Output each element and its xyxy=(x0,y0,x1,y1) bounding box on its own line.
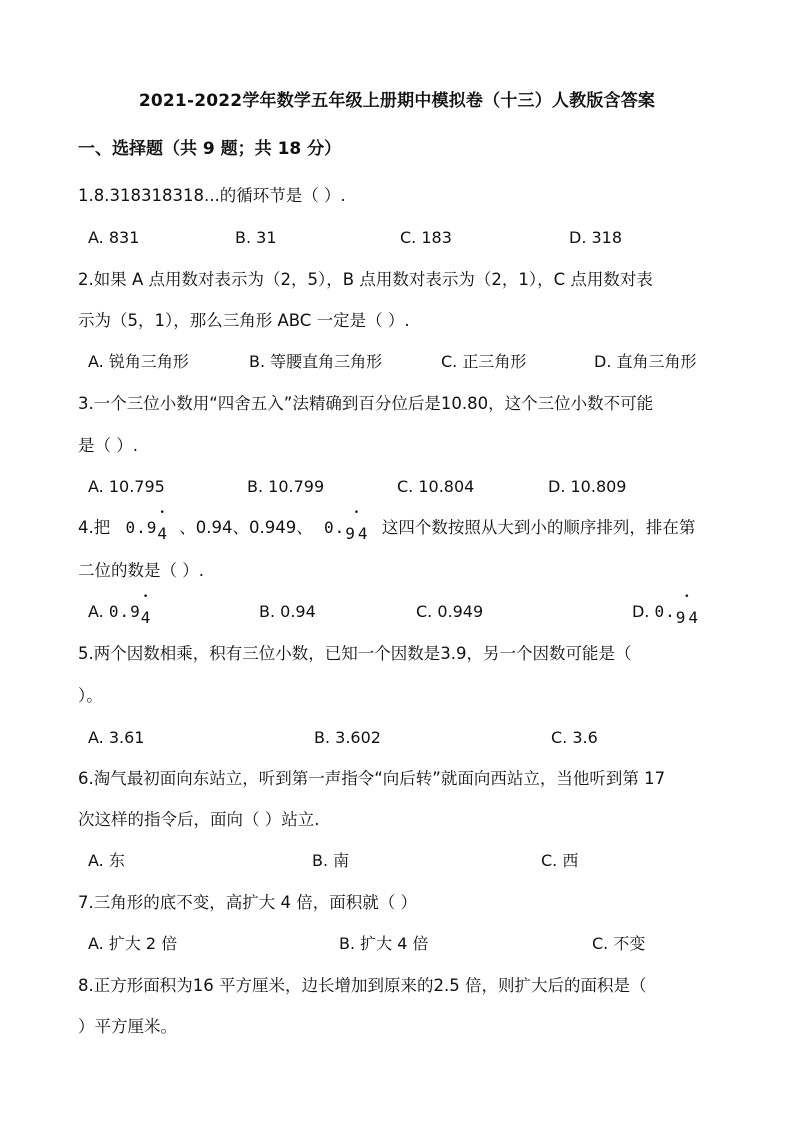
q4-repeat-b-dotted: • 94 xyxy=(345,522,370,546)
question-6-text-line1: 6.淘气最初面向东站立，听到第一声指令“向后转”就面向西站立，当他听到第 17 xyxy=(78,769,666,788)
question-5-text-line2: ）。 xyxy=(78,686,103,705)
q4-option-a-value xyxy=(108,600,152,627)
q4-repeat-a-dotted: • 4 xyxy=(157,522,168,546)
q1-option-b[interactable]: B. 31 xyxy=(235,228,277,247)
q6-option-b[interactable]: B. 南 xyxy=(312,851,350,870)
question-8-text-line2: ）平方厘米。 xyxy=(78,1017,177,1036)
q6-option-a[interactable]: A. 东 xyxy=(88,851,125,870)
q5-option-a[interactable]: A. 3.61 xyxy=(88,728,145,747)
q3-option-d[interactable]: D. 10.809 xyxy=(548,477,627,496)
q4-option-a-letter: A. xyxy=(88,602,104,621)
question-1-text: 1.8.318318318...的循环节是（ ）. xyxy=(78,186,346,205)
q4-repeat-a-lead: 0.9 xyxy=(125,518,158,537)
q4-option-a-dotted: • 4 xyxy=(141,606,152,630)
q4-repeating-decimal-b xyxy=(324,516,371,543)
exam-title: 2021-2022学年数学五年级上册期中模拟卷（十三）人教版含答案 xyxy=(138,91,656,111)
section-heading: 一、选择题（共 9 题；共 18 分） xyxy=(78,139,342,159)
q4-option-d-letter: D. xyxy=(632,602,650,621)
q2-option-d[interactable]: D. 直角三角形 xyxy=(594,352,697,371)
q4-option-a[interactable] xyxy=(88,600,152,627)
q1-option-a[interactable]: A. 831 xyxy=(88,228,140,247)
q4-option-d-dotted: • 94 xyxy=(676,606,701,630)
q4-repeating-decimal-a xyxy=(125,516,169,543)
q3-option-a[interactable]: A. 10.795 xyxy=(88,477,165,496)
q4-option-d-lead: 0. xyxy=(654,602,676,621)
question-8-text-line1: 8.正方形面积为16 平方厘米，边长增加到原来的2.5 倍，则扩大后的面积是（ xyxy=(78,976,647,995)
q4-option-b[interactable]: B. 0.94 xyxy=(259,602,316,621)
q2-option-b[interactable]: B. 等腰直角三角形 xyxy=(249,352,383,371)
q7-option-a[interactable]: A. 扩大 2 倍 xyxy=(88,934,178,953)
q4-option-d[interactable] xyxy=(632,600,702,627)
question-4-text-line2: 二位的数是（ ）. xyxy=(78,561,204,580)
question-6-text-line2: 次这样的指令后，面向（ ）站立. xyxy=(78,810,320,829)
q2-option-c[interactable]: C. 正三角形 xyxy=(441,352,527,371)
q4-option-c[interactable]: C. 0.949 xyxy=(416,602,484,621)
q1-option-d[interactable]: D. 318 xyxy=(569,228,623,247)
q5-option-c[interactable]: C. 3.6 xyxy=(551,728,598,747)
q3-option-b[interactable]: B. 10.799 xyxy=(247,477,325,496)
question-2-text-line2: 示为（5，1），那么三角形 ABC 一定是（ ）. xyxy=(78,311,410,330)
q7-option-b[interactable]: B. 扩大 4 倍 xyxy=(339,934,429,953)
question-2-text-line1: 2.如果 A 点用数对表示为（2，5），B 点用数对表示为（2，1），C 点用数对表 xyxy=(78,270,653,289)
q7-option-c[interactable]: C. 不变 xyxy=(592,934,646,953)
question-3-text-line2: 是（ ）. xyxy=(78,436,138,455)
q2-option-a[interactable]: A. 锐角三角形 xyxy=(88,352,189,371)
question-7-text: 7.三角形的底不变，高扩大 4 倍，面积就（ ） xyxy=(78,893,417,912)
q4-prefix: 4.把 xyxy=(78,518,111,537)
q4-suffix: 这四个数按照从大到小的顺序排列，排在第 xyxy=(381,518,696,537)
q1-option-c[interactable]: C. 183 xyxy=(400,228,452,247)
q4-middle: 、0.94、0.949、 xyxy=(179,518,313,537)
q4-repeat-b-lead: 0. xyxy=(324,518,346,537)
q6-option-c[interactable]: C. 西 xyxy=(541,851,579,870)
question-4-text-line1 xyxy=(78,516,696,543)
q3-option-c[interactable]: C. 10.804 xyxy=(397,477,475,496)
q4-option-d-value xyxy=(654,600,702,627)
q4-option-a-lead: 0.9 xyxy=(108,602,141,621)
question-3-text-line1: 3.一个三位小数用“四舍五入”法精确到百分位后是10.80，这个三位小数不可能 xyxy=(78,394,654,413)
q5-option-b[interactable]: B. 3.602 xyxy=(314,728,381,747)
question-5-text-line1: 5.两个因数相乘，积有三位小数，已知一个因数是3.9，另一个因数可能是（ xyxy=(78,644,632,663)
